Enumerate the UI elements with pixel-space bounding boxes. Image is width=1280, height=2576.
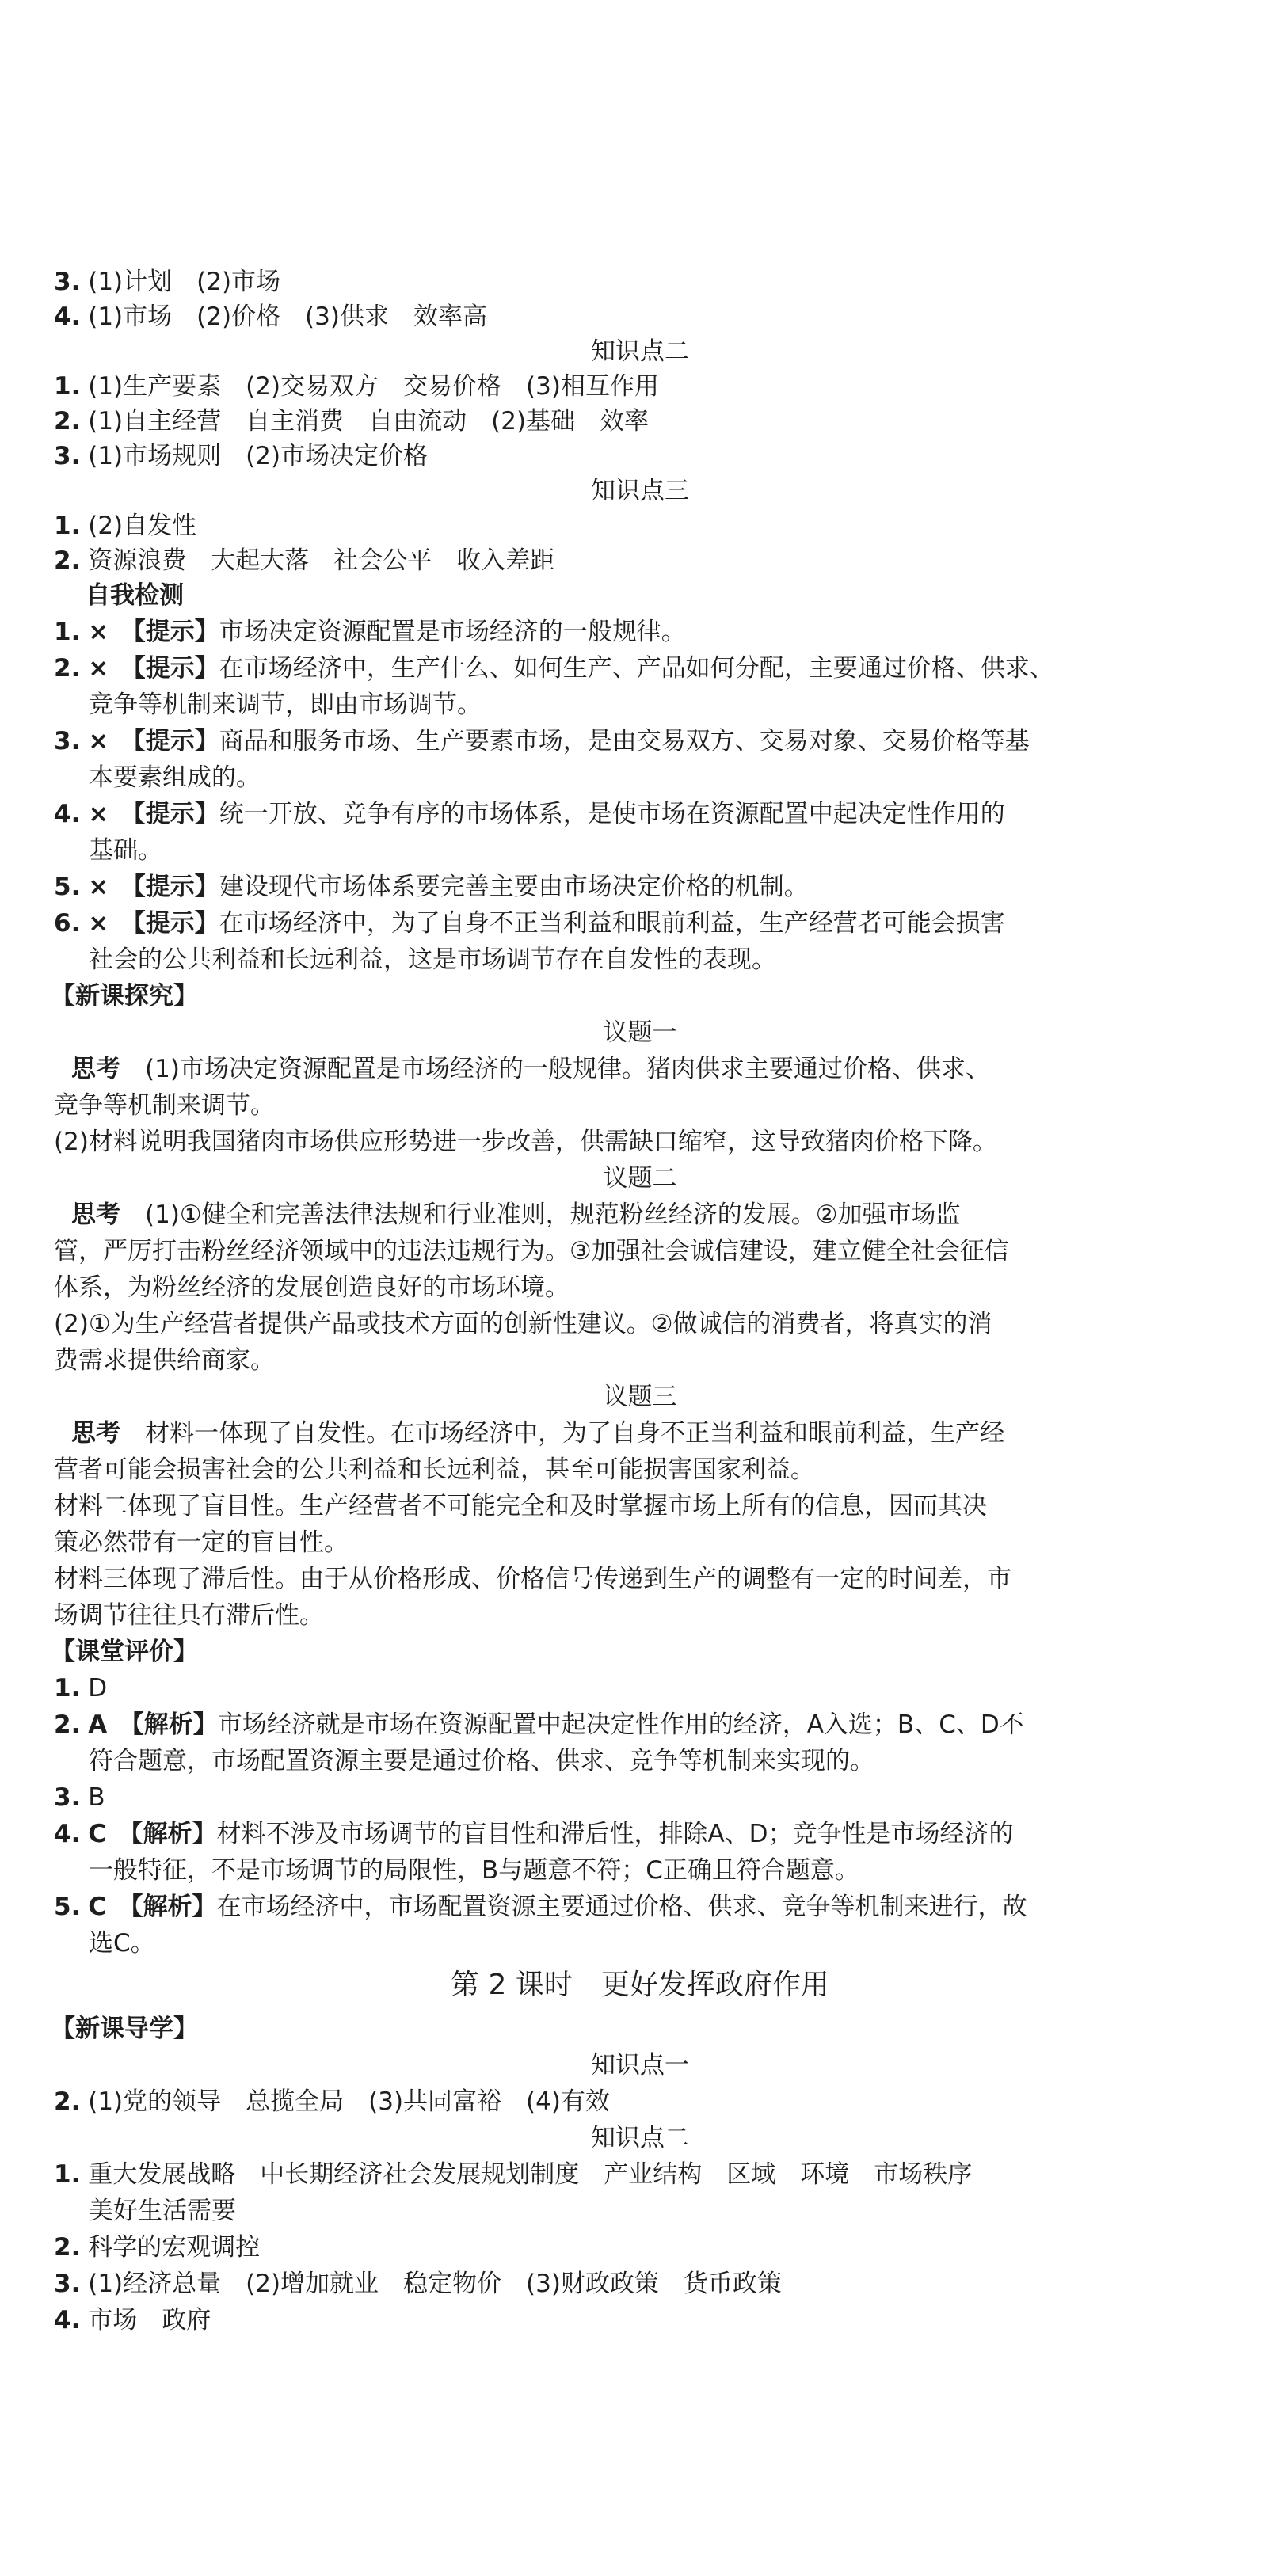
answer-line: 3. B <box>54 1783 105 1812</box>
answer-line: 2. A 【解析】市场经济就是市场在资源配置中起决定性作用的经济，A入选；B、C、D不 <box>54 1710 1024 1739</box>
section-heading: 【新课导学】 <box>51 2015 198 2043</box>
answer-line: 4. × 【提示】统一开放、竞争有序的市场体系，是使市场在资源配置中起决定性作用的 <box>54 800 1005 828</box>
answer-line-continued: 美好生活需要 <box>89 2197 236 2225</box>
answer-line: 2. 资源浪费 大起大落 社会公平 收入差距 <box>54 546 555 575</box>
paragraph-line: 费需求提供给商家。 <box>54 1346 275 1375</box>
answer-line: 3. × 【提示】商品和服务市场、生产要素市场，是由交易双方、交易对象、交易价格等基 <box>54 727 1030 755</box>
knowledge-point-heading: 知识点三 <box>591 477 689 505</box>
knowledge-point-heading: 知识点二 <box>591 337 689 366</box>
answer-line: 4. C 【解析】材料不涉及市场调节的盲目性和滞后性，排除A、D；竞争性是市场经济的 <box>54 1820 1014 1848</box>
answer-line-continued: 选C。 <box>89 1929 155 1958</box>
answer-line: 1. (2)自发性 <box>54 512 197 540</box>
answer-line: 2. 科学的宏观调控 <box>54 2233 261 2262</box>
paragraph-line: (2)材料说明我国猪肉市场供应形势进一步改善，供需缺口缩窄，这导致猪肉价格下降。 <box>54 1128 997 1156</box>
answer-line-continued: 基础。 <box>89 836 162 865</box>
answer-line-continued: 本要素组成的。 <box>89 763 261 792</box>
section-heading: 【新课探究】 <box>51 982 198 1010</box>
answer-line: 3. (1)市场规则 (2)市场决定价格 <box>54 442 429 470</box>
answer-line: 1. (1)生产要素 (2)交易双方 交易价格 (3)相互作用 <box>54 372 659 401</box>
answer-line: 4. (1)市场 (2)价格 (3)供求 效率高 <box>54 302 487 331</box>
paragraph-line: 竞争等机制来调节。 <box>54 1091 275 1120</box>
answer-line-continued: 竞争等机制来调节，即由市场调节。 <box>89 691 482 719</box>
topic-heading: 议题二 <box>603 1164 677 1193</box>
answer-line: 2. (1)自主经营 自主消费 自由流动 (2)基础 效率 <box>54 407 650 436</box>
answer-line: 4. 市场 政府 <box>54 2306 211 2334</box>
answer-line: 3. (1)计划 (2)市场 <box>54 268 281 296</box>
topic-heading: 议题一 <box>603 1018 677 1047</box>
paragraph-line: 营者可能会损害社会的公共利益和长远利益，甚至可能损害国家利益。 <box>54 1455 815 1484</box>
answer-line: 5. C 【解析】在市场经济中，市场配置资源主要通过价格、供求、竞争等机制来进行，故 <box>54 1893 1027 1921</box>
paragraph-line: 管，严厉打击粉丝经济领域中的违法违规行为。③加强社会诚信建设，建立健全社会征信 <box>54 1237 1009 1265</box>
paragraph-line: 体系，为粉丝经济的发展创造良好的市场环境。 <box>54 1273 570 1302</box>
answer-line: 6. × 【提示】在市场经济中，为了自身不正当利益和眼前利益，生产经营者可能会损害 <box>54 909 1005 938</box>
answer-line: 1. 重大发展战略 中长期经济社会发展规划制度 产业结构 区域 环境 市场秩序 <box>54 2160 973 2189</box>
think-line: 思考 材料一体现了自发性。在市场经济中，为了自身不正当利益和眼前利益，生产经 <box>71 1419 1004 1448</box>
paragraph-line: 材料三体现了滞后性。由于从价格形成、价格信号传递到生产的调整有一定的时间差，市 <box>54 1565 1011 1593</box>
answer-line: 1. × 【提示】市场决定资源配置是市场经济的一般规律。 <box>54 618 686 646</box>
topic-heading: 议题三 <box>603 1383 677 1411</box>
answer-line-continued: 社会的公共利益和长远利益，这是市场调节存在自发性的表现。 <box>89 946 776 974</box>
answer-line-continued: 一般特征，不是市场调节的局限性，B与题意不符；C正确且符合题意。 <box>89 1856 859 1885</box>
knowledge-point-heading: 知识点二 <box>591 2124 689 2152</box>
knowledge-point-heading: 知识点一 <box>591 2051 689 2079</box>
answer-line: 3. (1)经济总量 (2)增加就业 稳定物价 (3)财政政策 货币政策 <box>54 2270 782 2298</box>
think-line: 思考 (1)市场决定资源配置是市场经济的一般规律。猪肉供求主要通过价格、供求、 <box>71 1055 990 1083</box>
lesson-title: 第 2 课时 更好发挥政府作用 <box>451 1969 829 2001</box>
paragraph-line: 场调节往往具有滞后性。 <box>54 1601 324 1630</box>
paragraph-line: 策必然带有一定的盲目性。 <box>54 1528 349 1557</box>
answer-line-continued: 符合题意，市场配置资源主要是通过价格、供求、竞争等机制来实现的。 <box>89 1747 874 1775</box>
answer-line: 2. × 【提示】在市场经济中，生产什么、如何生产、产品如何分配，主要通过价格、供求、 <box>54 654 1054 683</box>
self-check-heading: 自我检测 <box>86 581 184 610</box>
paragraph-line: (2)①为生产经营者提供产品或技术方面的创新性建议。②做诚信的消费者，将真实的消 <box>54 1310 992 1338</box>
paragraph-line: 材料二体现了盲目性。生产经营者不可能完全和及时掌握市场上所有的信息，因而其决 <box>54 1492 987 1520</box>
answer-line: 5. × 【提示】建设现代市场体系要完善主要由市场决定价格的机制。 <box>54 873 809 901</box>
answer-line: 2. (1)党的领导 总揽全局 (3)共同富裕 (4)有效 <box>54 2087 610 2116</box>
answer-line: 1. D <box>54 1674 108 1703</box>
section-heading: 【课堂评价】 <box>51 1638 198 1666</box>
think-line: 思考 (1)①健全和完善法律法规和行业准则，规范粉丝经济的发展。②加强市场监 <box>71 1200 961 1229</box>
